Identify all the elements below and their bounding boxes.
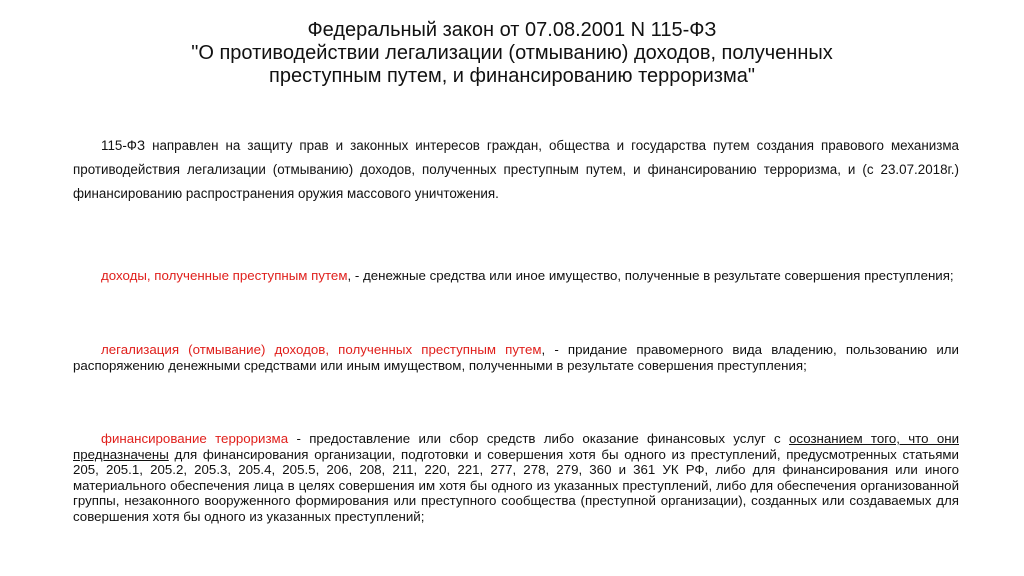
intro-paragraph: 115-ФЗ направлен на защиту прав и законных интересов граждан, общества и государства путем создания правового механизма противодействия легализации (отмыванию) доходов, полученных преступным путем, и финансированию терроризма, и (с 23.07.2018г.) финансированию распространения оружия массового уничтожения. <box>73 138 959 201</box>
definition-text-before: - предоставление или сбор средств либо оказание финансовых услуг с <box>288 431 790 446</box>
document-title <box>0 19 1024 88</box>
title-line-3: преступным путем, и финансированию терроризма" <box>269 65 755 87</box>
title-line-1: Федеральный закон от 07.08.2001 N 115-ФЗ <box>307 19 717 41</box>
definition-term: финансирование терроризма <box>101 431 289 446</box>
definition-criminal-income <box>73 268 959 284</box>
definition-text-after: для финансирования организации, подготовки и совершения хотя бы одного из преступлений, предусмотренных статьями 205, 205.1, 205.2, 205.3, 205.4, 205.5, 206, 208, 211, 220, 221, 277, 278, 279, 360 и 361 УК РФ, либо для финансирования или иного материального обеспечения лица в целях совершения им хотя бы одного из указанных преступлений, либо для обеспечения организованной группы, незаконного вооруженного формирования или преступного сообщества (преступной организации), созданных или создаваемых для совершения хотя бы одного из указанных преступлений; <box>73 446 959 524</box>
underlined-phrase: осознанием того, что они предназначены <box>73 431 959 462</box>
title-line-2: "О противодействии легализации (отмыванию) доходов, полученных <box>191 42 833 64</box>
definition-terrorism-financing <box>73 431 959 524</box>
definition-text: , - придание правомерного вида владению, пользованию или распоряжению денежными средствами или иным имуществом, полученными в результате совершения преступления; <box>73 342 959 373</box>
definition-money-laundering <box>73 342 959 374</box>
definition-term: легализация (отмывание) доходов, полученных преступным путем <box>101 342 542 357</box>
definition-term: доходы, полученные преступным путем <box>101 268 348 283</box>
definition-text: , - денежные средства или иное имущество, полученные в результате совершения преступления; <box>347 268 954 283</box>
